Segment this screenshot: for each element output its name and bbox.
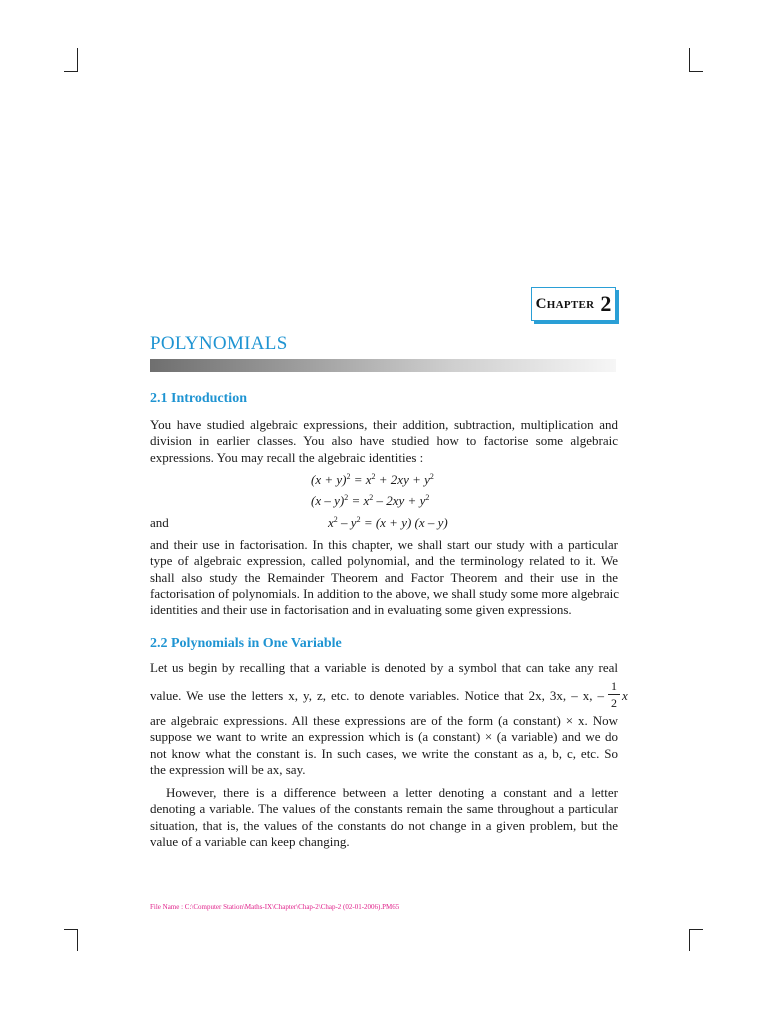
crop-mark-bottom-left-vertical <box>77 929 78 951</box>
identity-2: $(x - y)^2 = x^2 - 2xy + y^2$ <box>311 493 430 508</box>
variable-paragraph-rest <box>150 713 618 778</box>
intro-line-1: You have studied algebraic expressions, their addition, subtraction, multiplication and <box>150 417 618 432</box>
chapter-word: Chapter <box>535 295 595 312</box>
crop-mark-bottom-left-horizontal <box>64 929 78 930</box>
section-heading-one-variable: 2.2 Polynomials in One Variable <box>150 636 342 651</box>
one-half-fraction <box>608 679 620 711</box>
crop-mark-top-left-vertical <box>77 48 78 72</box>
title-gradient-bar <box>150 359 616 372</box>
section-heading-introduction: 2.1 Introduction <box>150 391 247 406</box>
variable-paragraph-line1 <box>150 660 618 676</box>
identity-1: $(x + y)^2 = x^2 + 2xy + y^2$ <box>311 472 434 487</box>
after-line-2: type of algebraic expression, called polynomial, and the terminology related to it. We <box>150 553 618 569</box>
after-line-1: and their use in factorisation. In this chapter, we shall start our study with a particular <box>150 537 618 552</box>
after-identities-paragraph <box>150 537 618 618</box>
however-line-3: situation, that is, the values of the constants do not change in a given problem, but the <box>150 817 618 833</box>
variable-line-2: value. We use the letters x, y, z, etc. to denote variables. Notice that 2x, 3x, – x, – <box>150 688 604 703</box>
chapter-number: 2 <box>600 291 612 316</box>
fraction-variable: x <box>622 688 628 703</box>
after-line-3: shall also study the Remainder Theorem and Factor Theorem and their use in the <box>150 569 618 585</box>
variable-line-4: suppose we want to write an expression which is (a constant) × (a variable) and we do <box>150 729 618 745</box>
crop-mark-bottom-right-horizontal <box>689 929 703 930</box>
after-line-5: identities and their use in factorisation and in evaluating some given expressions. <box>150 602 572 618</box>
variable-line-5: not know what the constant is. In such cases, we write the constant as a, b, c, etc. So <box>150 745 618 761</box>
intro-paragraph <box>150 417 618 466</box>
fraction-numerator: 1 <box>611 679 617 693</box>
crop-mark-top-right-vertical <box>689 48 690 72</box>
chapter-title: POLYNOMIALS <box>150 333 288 354</box>
variable-paragraph-line2 <box>150 688 604 704</box>
variable-line-3: are algebraic expressions. All these expressions are of the form (a constant) × x. Now <box>150 713 618 728</box>
crop-mark-top-right-horizontal <box>689 71 703 72</box>
crop-mark-top-left-horizontal <box>64 71 78 72</box>
however-line-1: However, there is a difference between a letter denoting a constant and a letter <box>166 785 618 800</box>
however-paragraph <box>150 785 618 850</box>
however-line-4: value of a variable can keep changing. <box>150 833 350 849</box>
intro-line-3: expressions. You may recall the algebraic identities : <box>150 449 424 465</box>
fraction-bar <box>608 694 620 695</box>
after-line-4: factorisation of polynomials. In addition to the above, we shall study some more algebraic <box>150 585 619 601</box>
fraction-denominator: 2 <box>611 696 617 710</box>
intro-line-2: division in earlier classes. You also have studied how to factorise some algebraic <box>150 433 618 449</box>
however-line-2: denoting a variable. The values of the constants remain the same throughout a particular <box>150 801 618 817</box>
variable-line-6: the expression will be ax, say. <box>150 761 306 777</box>
chapter-badge <box>531 287 616 321</box>
file-name-footer: File Name : C:\Computer Station\Maths-IX\Chapter\Chap-2\Chap-2 (02-01-2006).PM65 <box>150 903 400 911</box>
crop-mark-bottom-right-vertical <box>689 929 690 951</box>
variable-line-1: Let us begin by recalling that a variable is denoted by a symbol that can take any real <box>150 660 618 675</box>
and-label: and <box>150 515 169 530</box>
identity-3: $x^2 - y^2 = (x + y)$ (x – y) <box>328 515 448 530</box>
